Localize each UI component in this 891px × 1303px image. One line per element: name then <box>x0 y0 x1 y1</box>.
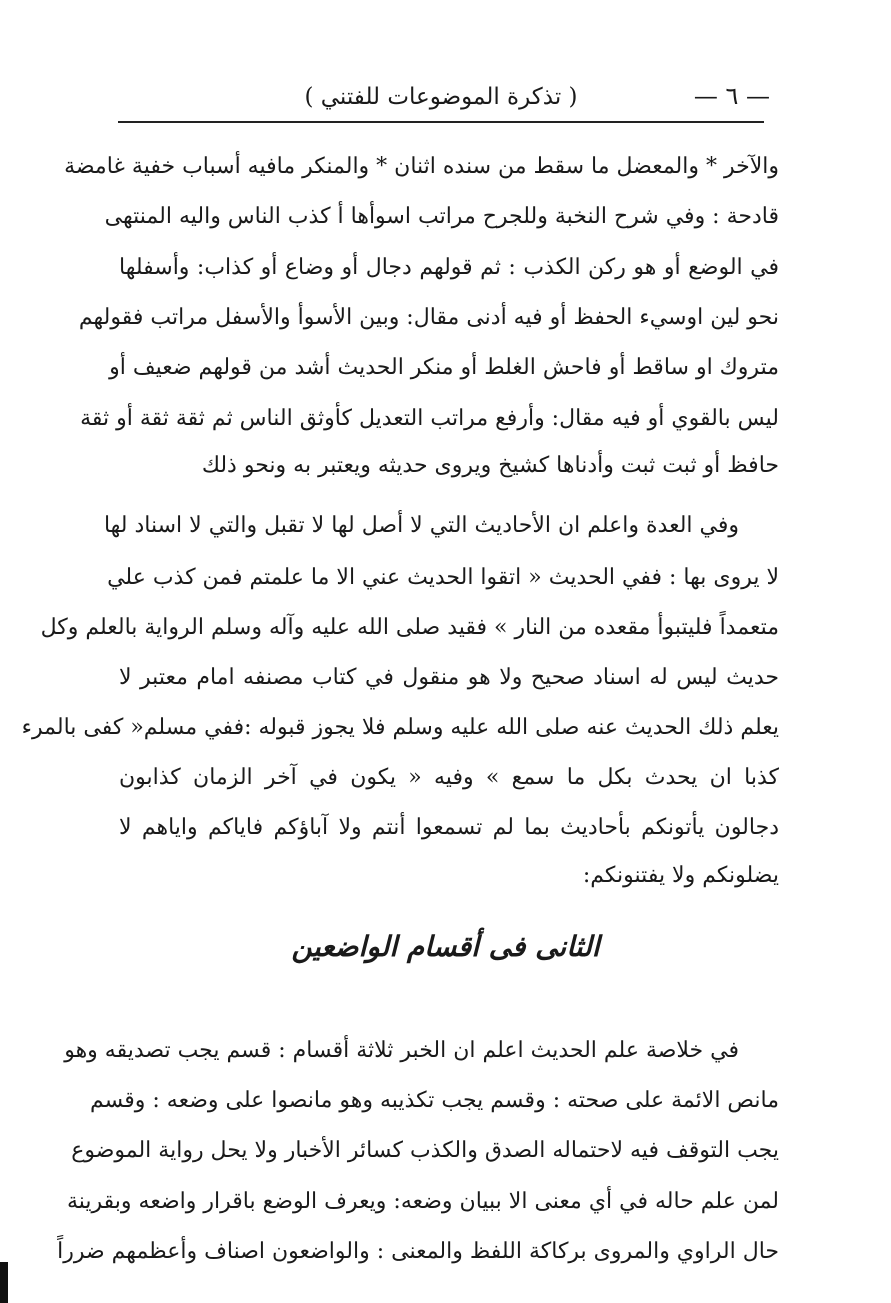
text-line: في الوضع أو هو ركن الكذب : ثم قولهم دجال أو وضاع أو كذاب: وأسفلها <box>119 255 779 280</box>
text-line: نحو لين اوسيء الحفظ أو فيه أدنى مقال: وبين الأسوأ والأسفل مراتب فقولهم <box>78 305 779 330</box>
text-line: يجب التوقف فيه لاحتماله الصدق والكذب كسائر الأخبار ولا يحل رواية الموضوع <box>71 1138 779 1163</box>
text-line: متروك او ساقط أو فاحش الغلط أو منكر الحديث أشد من قولهم ضعيف أو <box>109 355 779 380</box>
text-line: يضلونكم ولا يفتنونكم: <box>582 863 779 888</box>
text-line: يعلم ذلك الحديث عنه صلى الله عليه وسلم فلا يجوز قبوله :ففي مسلم« كفى بالمرء <box>21 715 779 740</box>
text-line: لا يروى بها : ففي الحديث « اتقوا الحديث عني الا ما علمتم فمن كذب علي <box>107 565 779 590</box>
book-title: ( تذكرة الموضوعات للفتني ) <box>304 84 578 110</box>
page-number: — ٦ — <box>693 82 770 110</box>
text-line: ليس بالقوي أو فيه مقال: وأرفع مراتب التعديل كأوثق الناس ثم ثقة ثقة أو ثقة <box>80 406 779 431</box>
text-line: والآخر * والمعضل ما سقط من سنده اثنان * والمنكر مافيه أسباب خفية غامضة <box>64 154 779 179</box>
text-line: دجالون يأتونكم بأحاديث بما لم تسمعوا أنتم ولا آباؤكم فاياكم واياهم لا <box>119 815 779 840</box>
text-line: حال الراوي والمروى بركاكة اللفظ والمعنى : والواضعون اصناف وأعظمهم ضرراً <box>57 1239 779 1264</box>
text-line: وفي العدة واعلم ان الأحاديث التي لا أصل لها لا تقبل والتي لا اسناد لها <box>103 513 739 538</box>
section-heading: الثانى فى أقسام الواضعين <box>291 930 600 963</box>
running-header <box>112 82 770 118</box>
text-line: كذبا ان يحدث بكل ما سمع » وفيه « يكون في آخر الزمان كذابون <box>119 765 779 790</box>
text-line: لمن علم حاله في أي معنى الا ببيان وضعه: ويعرف الوضع باقرار واضعه وبقرينة <box>66 1189 779 1214</box>
text-line: حديث ليس له اسناد صحيح ولا هو منقول في كتاب مصنفه امام معتبر لا <box>119 665 779 690</box>
text-line: حافظ أو ثبت ثبت وأدناها كشيخ ويروى حديثه ويعتبر به ونحو ذلك <box>201 453 779 478</box>
header-rule <box>118 121 764 123</box>
text-line: مانص الائمة على صحته : وقسم يجب تكذيبه وهو مانصوا على وضعه : وقسم <box>90 1088 779 1113</box>
text-line: في خلاصة علم الحديث اعلم ان الخبر ثلاثة أقسام : قسم يجب تصديقه وهو <box>64 1038 739 1063</box>
text-line: متعمداً فليتبوأ مقعده من النار » فقيد صلى الله عليه وآله وسلم الرواية بالعلم وكل <box>40 615 779 640</box>
text-line: قادحة : وفي شرح النخبة وللجرح مراتب اسوأها أ كذب الناس واليه المنتهى <box>104 204 779 229</box>
scan-edge-mark <box>0 1262 8 1303</box>
